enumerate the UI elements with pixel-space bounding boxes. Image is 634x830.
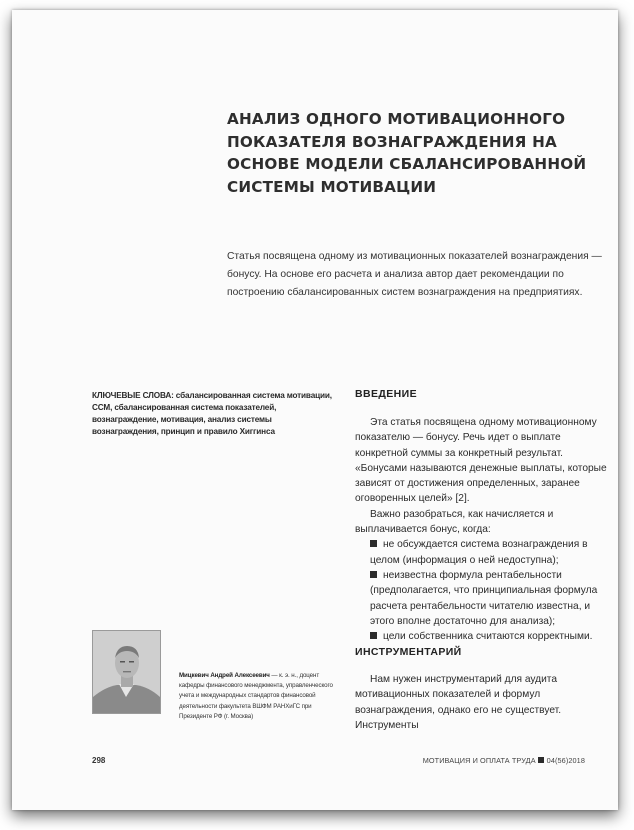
paragraph: Нам нужен инструментарий для аудита мотивационных показателей и формул вознаграждения, однако его не существует. Инструменты: [355, 674, 562, 731]
list-item: не обсуждается система вознаграждения в целом (информация о ней недоступна);: [370, 539, 588, 566]
bullet-square-icon: [370, 540, 377, 547]
instruments-body: [355, 672, 610, 733]
section-heading-intro: ВВЕДЕНИЕ: [355, 388, 417, 400]
separator-square-icon: [538, 757, 544, 763]
keywords-label: КЛЮЧЕВЫЕ СЛОВА:: [92, 391, 174, 400]
article-lead: Статья посвящена одному из мотивационных показателей вознаграждения — бонусу. На основе его расчета и анализа автор дает рекомендации по построению сбалансированных систем вознаграждения на предприятиях.: [227, 251, 602, 298]
paragraph: Важно разобраться, как начисляется и выплачивается бонус, когда:: [355, 508, 554, 536]
article-title: АНАЛИЗ ОДНОГО МОТИВАЦИОННОГО ПОКАЗАТЕЛЯ ВОЗНАГРАЖДЕНИЯ НА ОСНОВЕ МОДЕЛИ СБАЛАНСИРОВАННОЙ СИСТЕМЫ МОТИВАЦИИ: [227, 110, 587, 196]
author-photo: [92, 630, 161, 714]
issue-number: 04(56)2018: [546, 756, 585, 765]
keywords-block: [92, 390, 332, 438]
paragraph: Эта статья посвящена одному мотивационному показателю — бонусу. Речь идет о выплате конкретной суммы за конкретный результат. «Бонусами называются денежные выплаты, которые зависят от достижения определенных, заранее оговоренных целей» [2].: [355, 417, 607, 505]
list-item: цели собственника считаются корректными.: [355, 629, 610, 644]
keywords-text: сбалансированная система мотивации, ССМ, сбалансированная система показателей, вознаграждение, мотивация, анализ системы вознаграждения, принцип и правило Хиггинса: [92, 391, 332, 436]
section-heading-instruments: ИНСТРУМЕНТАРИЙ: [355, 646, 462, 658]
bullet-square-icon: [370, 571, 377, 578]
running-footer: [423, 756, 585, 765]
author-info: [179, 671, 334, 722]
author-portrait-icon: [93, 631, 160, 713]
author-bio: — к. э. н., доцент кафедры финансового менеджмента, управленческого учета и международных стандартов финансовой деятельности факультета ВШФМ РАНХиГС при Президенте РФ (г. Москва): [179, 672, 333, 720]
intro-body: [355, 415, 610, 644]
page-number: 298: [92, 756, 106, 765]
list-item: неизвестна формула рентабельности (предполагается, что принципиальная формула расчета рентабельности читателю известна, и этого вполне достаточно для анализа);: [370, 569, 598, 627]
journal-name: МОТИВАЦИЯ И ОПЛАТА ТРУДА: [422, 756, 536, 765]
magazine-page: [12, 10, 618, 810]
bullet-square-icon: [370, 632, 377, 639]
author-name: Мицкевич Андрей Алексеевич: [179, 672, 270, 679]
